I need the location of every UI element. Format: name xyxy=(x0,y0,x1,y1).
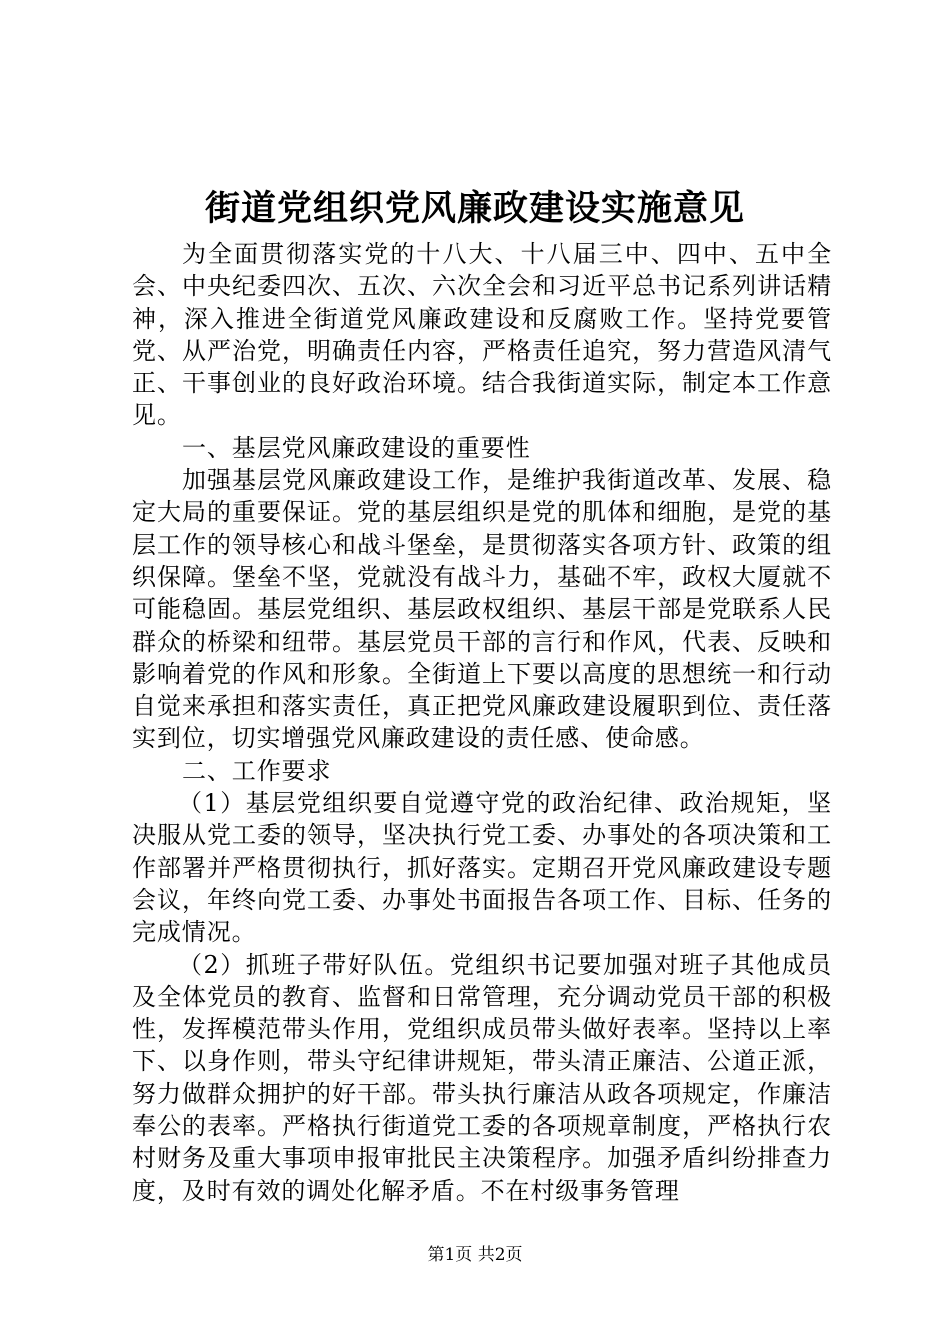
section-heading-requirements: 二、工作要求 xyxy=(182,756,332,785)
document-body xyxy=(132,238,832,1207)
page-footer: 第1页 共2页 xyxy=(427,1245,523,1265)
importance-paragraph: 加强基层党风廉政建设工作，是维护我街道改革、发展、稳定大局的重要保证。党的基层组织是党的肌体和细胞，是党的基层工作的领导核心和战斗堡垒，是贯彻落实各项方针、政策的组织保障。堡垒不坚，党就没有战斗力，基础不牢，政权大厦就不可能稳固。基层党组织、基层政权组织、基层干部是党联系人民群众的桥梁和纽带。基层党员干部的言行和作风，代表、反映和影响着党的作风和形象。全街道上下要以高度的思想统一和行动自觉来承担和落实责任，真正把党风廉政建设履职到位、责任落实到位，切实增强党风廉政建设的责任感、使命感。 xyxy=(132,466,832,753)
document-title: 街道党组织党风廉政建设实施意见 xyxy=(204,188,745,229)
intro-paragraph: 为全面贯彻落实党的十八大、十八届三中、四中、五中全会、中央纪委四次、五次、六次全会和习近平总书记系列讲话精神，深入推进全街道党风廉政建设和反腐败工作。坚持党要管党、从严治党，明确责任内容，严格责任追究，努力营造风清气正、干事创业的良好政治环境。结合我街道实际，制定本工作意见。 xyxy=(132,240,832,430)
requirement-item-1: （1）基层党组织要自觉遵守党的政治纪律、政治规矩，坚决服从党工委的领导，坚决执行党工委、办事处的各项决策和工作部署并严格贯彻执行，抓好落实。定期召开党风廉政建设专题会议，年终向党工委、办事处书面报告各项工作、目标、任务的完成情况。 xyxy=(132,789,832,947)
requirement-item-2: （2）抓班子带好队伍。党组织书记要加强对班子其他成员及全体党员的教育、监督和日常管理，充分调动党员干部的积极性，发挥模范带头作用，党组织成员带头做好表率。坚持以上率下、以身作则，带头守纪律讲规矩，带头清正廉洁、公道正派，努力做群众拥护的好干部。带头执行廉洁从政各项规定，作廉洁奉公的表率。严格执行街道党工委的各项规章制度，严格执行农村财务及重大事项申报审批民主决策程序。加强矛盾纠纷排查力度，及时有效的调处化解矛盾。不在村级事务管理 xyxy=(132,950,832,1205)
section-heading-importance: 一、基层党风廉政建设的重要性 xyxy=(182,433,531,462)
